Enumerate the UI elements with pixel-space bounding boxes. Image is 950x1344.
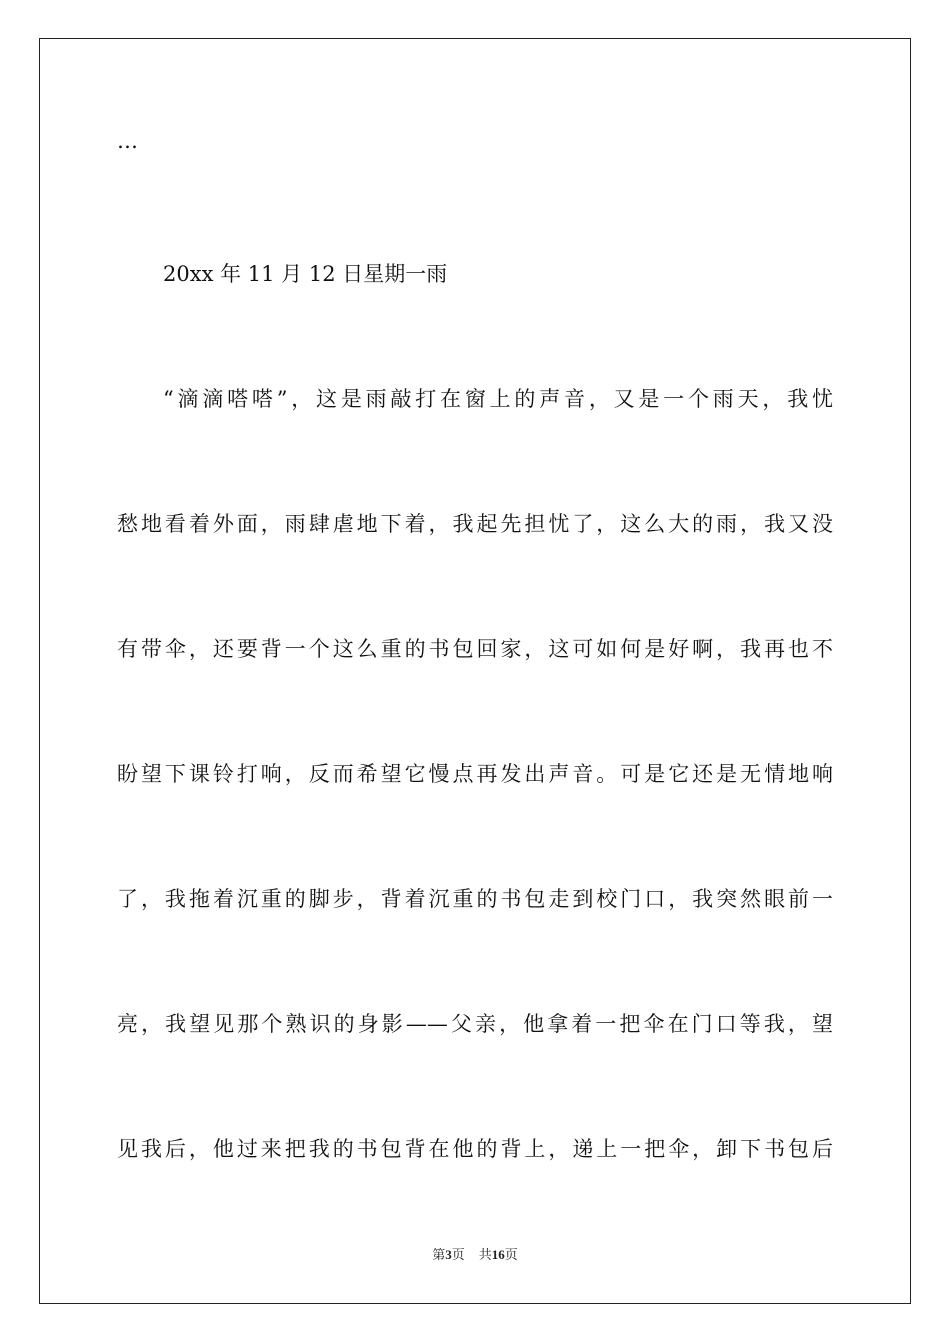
footer-page-number: 3 bbox=[445, 1247, 452, 1262]
footer-page-suffix: 页 bbox=[451, 1247, 465, 1262]
paragraph-line-2: 愁地看着外面，雨肆虐地下着，我起先担忧了，这么大的雨，我又没 bbox=[117, 512, 833, 536]
footer-total-suffix: 页 bbox=[504, 1247, 518, 1262]
footer-page-prefix: 第 bbox=[432, 1247, 446, 1262]
footer-total-prefix: 共 bbox=[478, 1247, 492, 1262]
paragraph-line-4: 盼望下课铃打响，反而希望它慢点再发出声音。可是它还是无情地响 bbox=[117, 762, 833, 786]
date-line: 20xx 年 11 月 12 日星期一雨 bbox=[163, 262, 448, 286]
paragraph-line-6: 亮，我望见那个熟识的身影——父亲，他拿着一把伞在门口等我，望 bbox=[117, 1012, 833, 1036]
footer-total-pages: 16 bbox=[491, 1247, 505, 1262]
page-border bbox=[39, 38, 911, 1304]
page-footer bbox=[0, 1245, 950, 1265]
paragraph-line-7: 见我后，他过来把我的书包背在他的背上，递上一把伞，卸下书包后 bbox=[117, 1137, 833, 1161]
paragraph-line-5: 了，我拖着沉重的脚步，背着沉重的书包走到校门口，我突然眼前一 bbox=[117, 887, 833, 911]
paragraph-line-3: 有带伞，还要背一个这么重的书包回家，这可如何是好啊，我再也不 bbox=[117, 637, 833, 661]
ellipsis-text: … bbox=[117, 129, 139, 153]
paragraph-line-1: “滴滴嗒嗒”，这是雨敲打在窗上的声音，又是一个雨天，我忧 bbox=[163, 387, 833, 411]
